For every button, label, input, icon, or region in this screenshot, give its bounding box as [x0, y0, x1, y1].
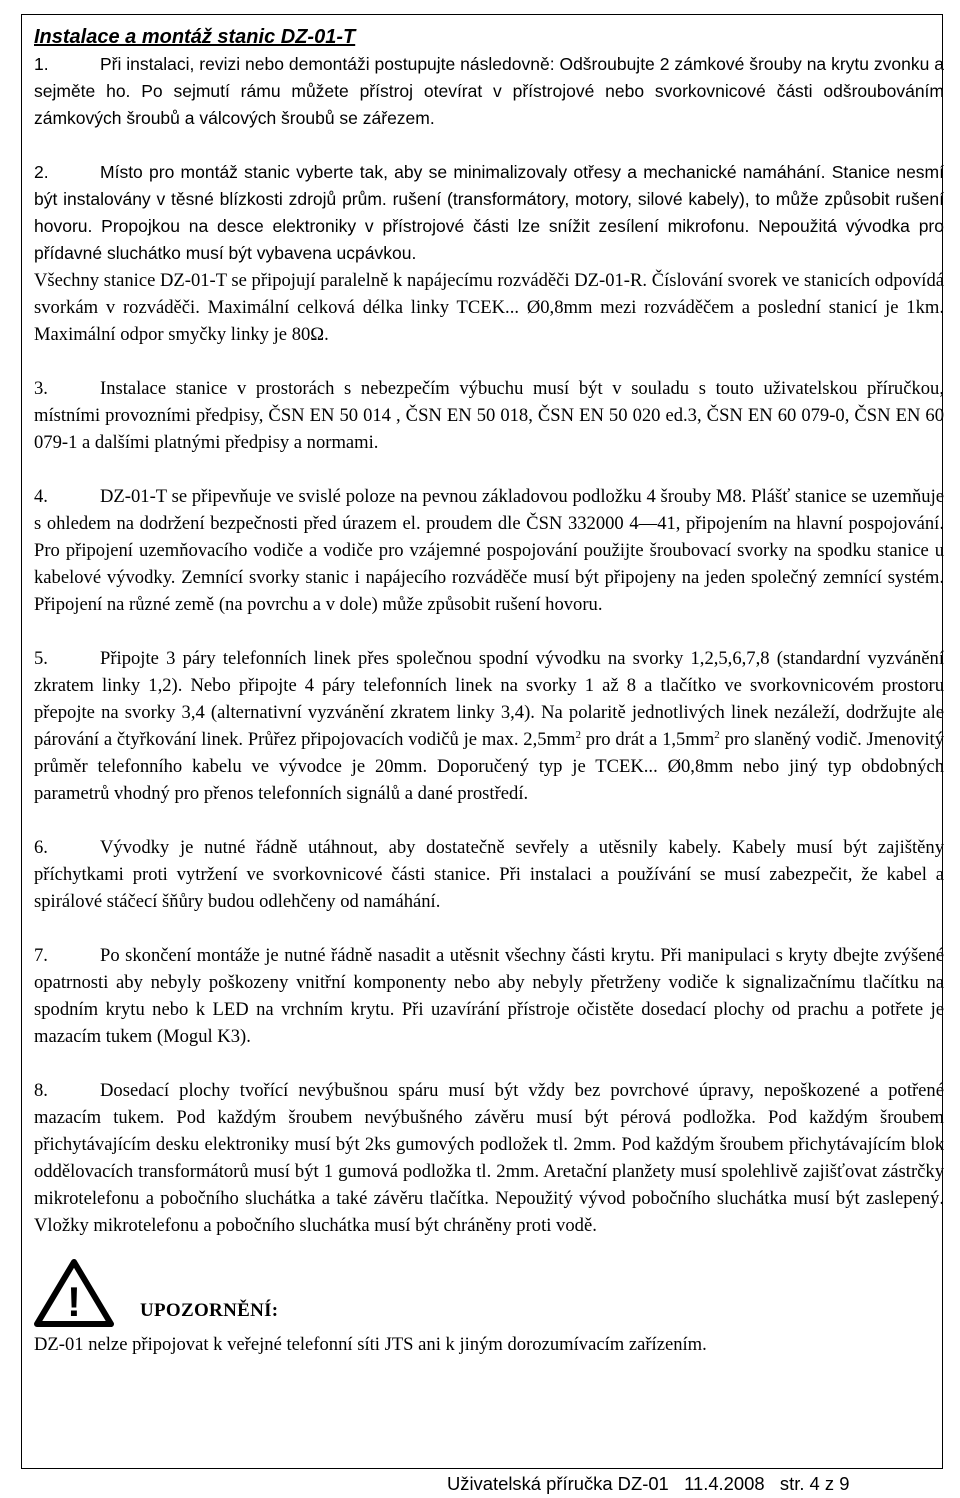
paragraph-text: Při instalaci, revizi nebo demontáži postupujte následovně: Odšroubujte 2 zámkové šrouby na krytu zvonku a sejměte ho. Po sejmutí rámu můžete přístroj otevírat v přístrojové nebo svorkovnicové části odšroubováním zámkových šroubů a válcových šroubů se zářezem. — [34, 54, 944, 128]
paragraph-number: 2. — [34, 162, 49, 182]
paragraph-text: DZ-01-T se připevňuje ve svislé poloze na pevnou základovou podložku 4 šrouby M8. Plášť stanice se uzemňuje s ohledem na dodržení bezpečnosti před úrazem el. proudem dle ČSN 332000 4—41, připojením na hlavní pospojování. Pro připojení uzemňovacího vodiče a vodiče pro vzájemné pospojování použijte šroubovací svorky na spodku stanice u kabelové vývodky. Zemnící svorky stanic i napájecího rozváděče musí být připojeny na jeden společný zemnící systém. Připojení na různé země (na povrchu a v dole) může způsobit rušení hovoru. — [34, 486, 944, 615]
superscript: 2 — [575, 728, 581, 741]
paragraph-3 — [34, 375, 944, 456]
page-footer — [447, 1471, 917, 1497]
paragraph-number: 6. — [34, 837, 48, 858]
footer-page-number: str. 4 z 9 — [779, 1473, 850, 1494]
section-title: Instalace a montáž stanic DZ-01-T — [34, 26, 356, 48]
paragraph-text: Instalace stanice v prostorách s nebezpečím výbuchu musí být v souladu s touto uživatelskou příručkou, místními provozními předpisy, ČSN EN 50 014 , ČSN EN 50 018, ČSN EN 50 020 ed.3, ČSN EN 60 079-0, ČSN EN 60 079-1 a dalšími platnými předpisy a normami. — [34, 378, 944, 453]
paragraph-4 — [34, 483, 944, 618]
footer-manual-name: Uživatelská příručka DZ-01 — [447, 1473, 669, 1494]
superscript: 2 — [714, 728, 720, 741]
paragraph-number: 3. — [34, 378, 48, 399]
paragraph-number: 7. — [34, 945, 48, 966]
warning-text: DZ-01 nelze připojovat k veřejné telefonní síti JTS ani k jiným dorozumívacím zařízením. — [34, 1334, 707, 1355]
footer-date: 11.4.2008 — [684, 1473, 765, 1494]
paragraph-text-a: Připojte 3 páry telefonních linek přes společnou spodní vývodku na svorky 1,2,5,6,7,8 (standardní vyzvánění zkratem linky 1,2). Nebo připojte 4 páry telefonních linek na svorky 1 až 8 a tlačítko ve svorkovnicovém prostoru přepojte na svorky 3,4 (alternativní vyzvánění zkratem linky 3,4). Na polaritě jednotlivých linek nezáleží, dodržujte ale párování a čtyřkování linek. Průřez připojovacích vodičů je max. 2,5mm — [34, 648, 944, 750]
paragraph-number: 4. — [34, 486, 48, 507]
paragraph-number: 5. — [34, 648, 48, 669]
paragraph-1 — [34, 51, 944, 132]
warning-exclamation: ! — [67, 1278, 81, 1325]
paragraph-text: Po skončení montáže je nutné řádně nasadit a utěsnit všechny části krytu. Při manipulaci s kryty dbejte zvýšené opatrnosti aby nebyly poškozeny vnitřní komponenty nebo aby nebyly přetrženy vodiče k signalizačnímu tlačítku na spodním krytu nebo k LED na vrchním krytu. Při uzavírání přístroje očistěte dosedací plochy od prachu a potřete je mazacím tukem (Mogul K3). — [34, 945, 944, 1047]
paragraph-2-continued: Všechny stanice DZ-01-T se připojují paralelně k napájecímu rozváděči DZ-01-R. Číslování svorek ve stanicích odpovídá svorkám v rozváděči. Maximální celková délka linky TCEK... Ø0,8mm mezi rozváděčem a poslední stanicí je 1km. Maximální odpor smyčky linky je 80Ω. — [34, 270, 944, 345]
paragraph-text-c: pro slaněný vodič. Jmenovitý průměr telefonního kabelu ve vývodce je 20mm. Doporučený typ je TCEK... Ø0,8mm nebo jiný typ obdobných parametrů vhodný pro přenos telefonních signálů a dané prostředí. — [34, 729, 945, 804]
paragraph-number: 1. — [34, 54, 49, 74]
paragraph-number: 8. — [34, 1080, 48, 1101]
paragraph-7 — [34, 942, 944, 1050]
paragraph-text: Dosedací plochy tvořící nevýbušnou spáru musí být vždy bez povrchové úpravy, nepoškozené a potřené mazacím tukem. Pod každým šroubem nevýbušného závěru musí být pérová podložka. Pod každým šroubem přichytávajícím desku elektroniky musí být 2ks gumových podložek tl. 2mm. Pod každým šroubem přichytávajícím blok oddělovacích transformátorů musí být 1 gumová podložka tl. 2mm. Aretační planžety musí spolehlivě zajišťovat zástrčky mikrotelefonu a pobočního sluchátka a také závěru tlačítka. Nepoužitý vývod pobočního sluchátka musí být zaslepený. Vložky mikrotelefonu a pobočního sluchátka musí být chráněny proti vodě. — [34, 1080, 944, 1236]
paragraph-6 — [34, 834, 944, 915]
paragraph-5 — [34, 645, 944, 807]
warning-triangle-icon — [34, 1259, 114, 1327]
paragraph-text-b: pro drát a 1,5mm — [580, 729, 715, 750]
warning-title: UPOZORNĚNÍ: — [140, 1300, 279, 1321]
paragraph-2 — [34, 159, 944, 267]
paragraph-8 — [34, 1077, 944, 1239]
document-body — [34, 24, 944, 1358]
paragraph-text: Vývodky je nutné řádně utáhnout, aby dostatečně sevřely a utěsnily kabely. Kabely musí být zajištěny příchytkami proti vytržení ve svorkovnicové části stanice. Při instalaci a používání se musí zabezpečit, že kabel a spirálové stáčecí šňůry budou odlehčeny od namáhání. — [34, 837, 944, 912]
paragraph-text: Místo pro montáž stanic vyberte tak, aby se minimalizovaly otřesy a mechanické namáhání. Stanice nesmí být instalovány v těsné blízkosti zdrojů prům. rušení (transformátory, motory, silové kabely), to může způsobit rušení hovoru. Propojkou na desce elektroniky v přístrojové části lze snížit zesílení mikrofonu. Nepoužitá vývodka pro přídavné sluchátko musí být vybavena ucpávkou. — [34, 162, 944, 263]
warning-block — [34, 1259, 944, 1331]
